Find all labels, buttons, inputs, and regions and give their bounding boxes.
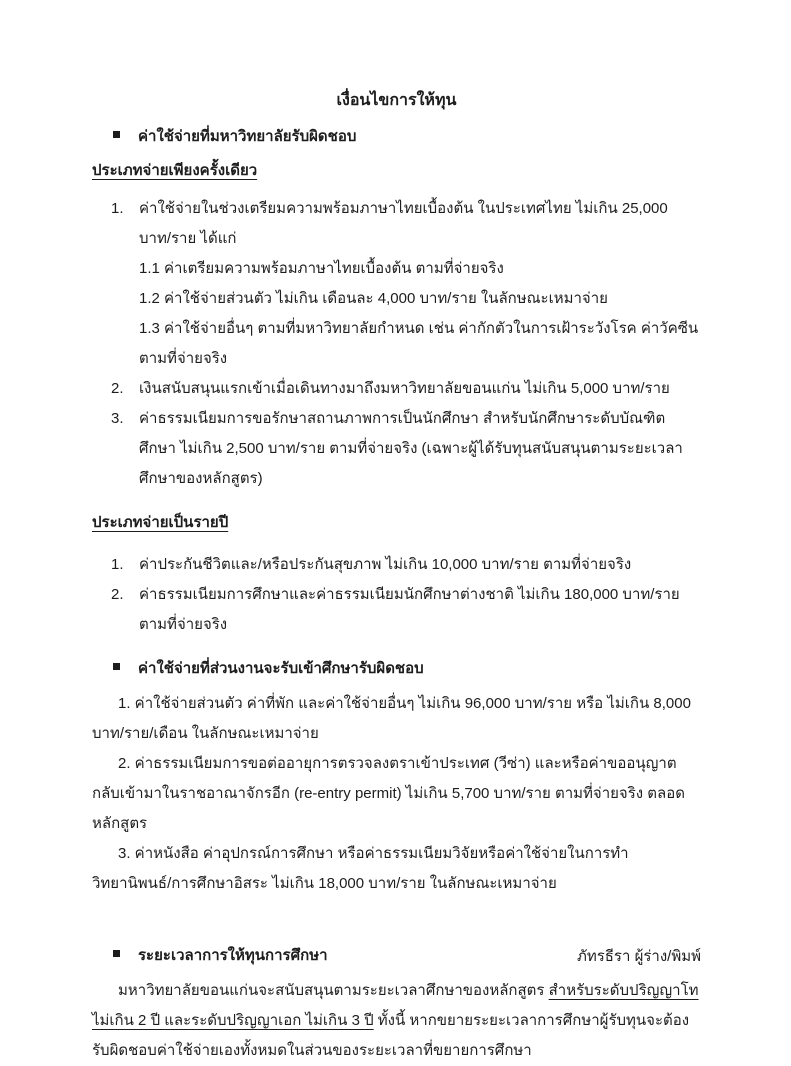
faculty-paragraph: 1. ค่าใช้จ่ายส่วนตัว ค่าที่พัก และค่าใช้จ่ายอื่นๆ ไม่เกิน 96,000 บาท/ราย หรือ ไม่เกิน 8,000 บาท/ราย/เดือน ในลักษณะเหมาจ่าย	[92, 695, 691, 742]
page-title: เงื่อนไขการให้ทุน	[336, 92, 457, 109]
list-subitem: 1.1 ค่าเตรียมความพร้อมภาษาไทยเบื้องต้น ตามที่จ่ายจริง	[139, 260, 504, 277]
duration-text-underlined: สำหรับระดับปริญญาโท ไม่เกิน 2 ปี และระดับปริญญาเอก ไม่เกิน 3 ปี	[92, 982, 699, 1029]
list-subitem: 1.2 ค่าใช้จ่ายส่วนตัว ไม่เกิน เดือนละ 4,000 บาท/ราย ในลักษณะเหมาจ่าย	[139, 290, 608, 307]
faculty-paragraph: 2. ค่าธรรมเนียมการขอต่ออายุการตรวจลงตราเข้าประเทศ (วีซ่า) และหรือค่าขออนุญาตกลับเข้ามาในราชอาณาจักรอีก (re-entry permit) ไม่เกิน 5,700 บาท/ราย ตามที่จ่ายจริง ตลอดหลักสูตร	[92, 755, 685, 832]
list-item-number: 1.	[111, 556, 124, 573]
list-item	[111, 194, 701, 254]
duration-text-tail: ทั้งนี้ หากขยายระยะเวลาการศึกษาผู้รับทุนจะต้องรับผิดชอบค่าใช้จ่ายเองทั้งหมดในส่วนของระยะเวลาที่ขยายการศึกษา	[92, 1012, 690, 1059]
list-item-number: 1.	[111, 200, 124, 217]
list-item	[111, 404, 701, 494]
section-faculty-heading-label: ค่าใช้จ่ายที่ส่วนงานจะรับเข้าศึกษารับผิดชอบ	[138, 660, 424, 677]
subheading-one-time: ประเภทจ่ายเพียงครั้งเดียว	[92, 162, 258, 179]
list-item-text: ค่าธรรมเนียมการขอรักษาสถานภาพการเป็นนักศึกษา สำหรับนักศึกษาระดับบัณฑิตศึกษา ไม่เกิน 2,500 บาท/ราย ตามที่จ่ายจริง (เฉพาะผู้ได้รับทุนสนับสนุนตามระยะเวลาศึกษาของหลักสูตร)	[139, 410, 683, 487]
bullet-square-icon	[113, 131, 120, 138]
signature-line: ภัทรธีรา ผู้ร่าง/พิมพ์	[576, 948, 701, 965]
list-item-number: 2.	[111, 380, 124, 397]
list-item-number: 3.	[111, 410, 124, 427]
one-time-list	[92, 194, 701, 494]
list-item-text: เงินสนับสนุนแรกเข้าเมื่อเดินทางมาถึงมหาวิทยาลัยขอนแก่น ไม่เกิน 5,000 บาท/ราย	[139, 380, 670, 397]
bullet-square-icon	[113, 663, 120, 670]
section-university-heading-label: ค่าใช้จ่ายที่มหาวิทยาลัยรับผิดชอบ	[138, 128, 357, 145]
duration-text-lead: มหาวิทยาลัยขอนแก่นจะสนับสนุนตามระยะเวลาศึกษาของหลักสูตร	[118, 982, 549, 999]
subheading-annual: ประเภทจ่ายเป็นรายปี	[92, 514, 229, 531]
duration-paragraph	[92, 976, 701, 1066]
bullet-square-icon	[113, 950, 120, 957]
list-item-number: 2.	[111, 586, 124, 603]
list-item	[111, 550, 701, 580]
list-item	[111, 374, 701, 404]
list-subitem: 1.3 ค่าใช้จ่ายอื่นๆ ตามที่มหาวิทยาลัยกำหนด เช่น ค่ากักตัวในการเฝ้าระวังโรค ค่าวัคซีน ตามที่จ่ายจริง	[139, 320, 699, 367]
list-item-text: ค่าประกันชีวิตและ/หรือประกันสุขภาพ ไม่เกิน 10,000 บาท/ราย ตามที่จ่ายจริง	[139, 556, 632, 573]
list-item-text: ค่าธรรมเนียมการศึกษาและค่าธรรมเนียมนักศึกษาต่างชาติ ไม่เกิน 180,000 บาท/ราย ตามที่จ่ายจริง	[139, 586, 680, 633]
list-item-text: ค่าใช้จ่ายในช่วงเตรียมความพร้อมภาษาไทยเบื้องต้น ในประเทศไทย ไม่เกิน 25,000 บาท/ราย ได้แก่	[139, 200, 668, 247]
list-item	[111, 580, 701, 640]
faculty-paragraph: 3. ค่าหนังสือ ค่าอุปกรณ์การศึกษา หรือค่าธรรมเนียมวิจัยหรือค่าใช้จ่ายในการทำวิทยานิพนธ์/การศึกษาอิสระ ไม่เกิน 18,000 บาท/ราย ในลักษณะเหมาจ่าย	[92, 845, 629, 892]
annual-list	[92, 550, 701, 640]
section-duration-heading-label: ระยะเวลาการให้ทุนการศึกษา	[138, 947, 328, 964]
section-faculty-heading	[113, 654, 701, 684]
section-university-heading	[113, 122, 701, 152]
